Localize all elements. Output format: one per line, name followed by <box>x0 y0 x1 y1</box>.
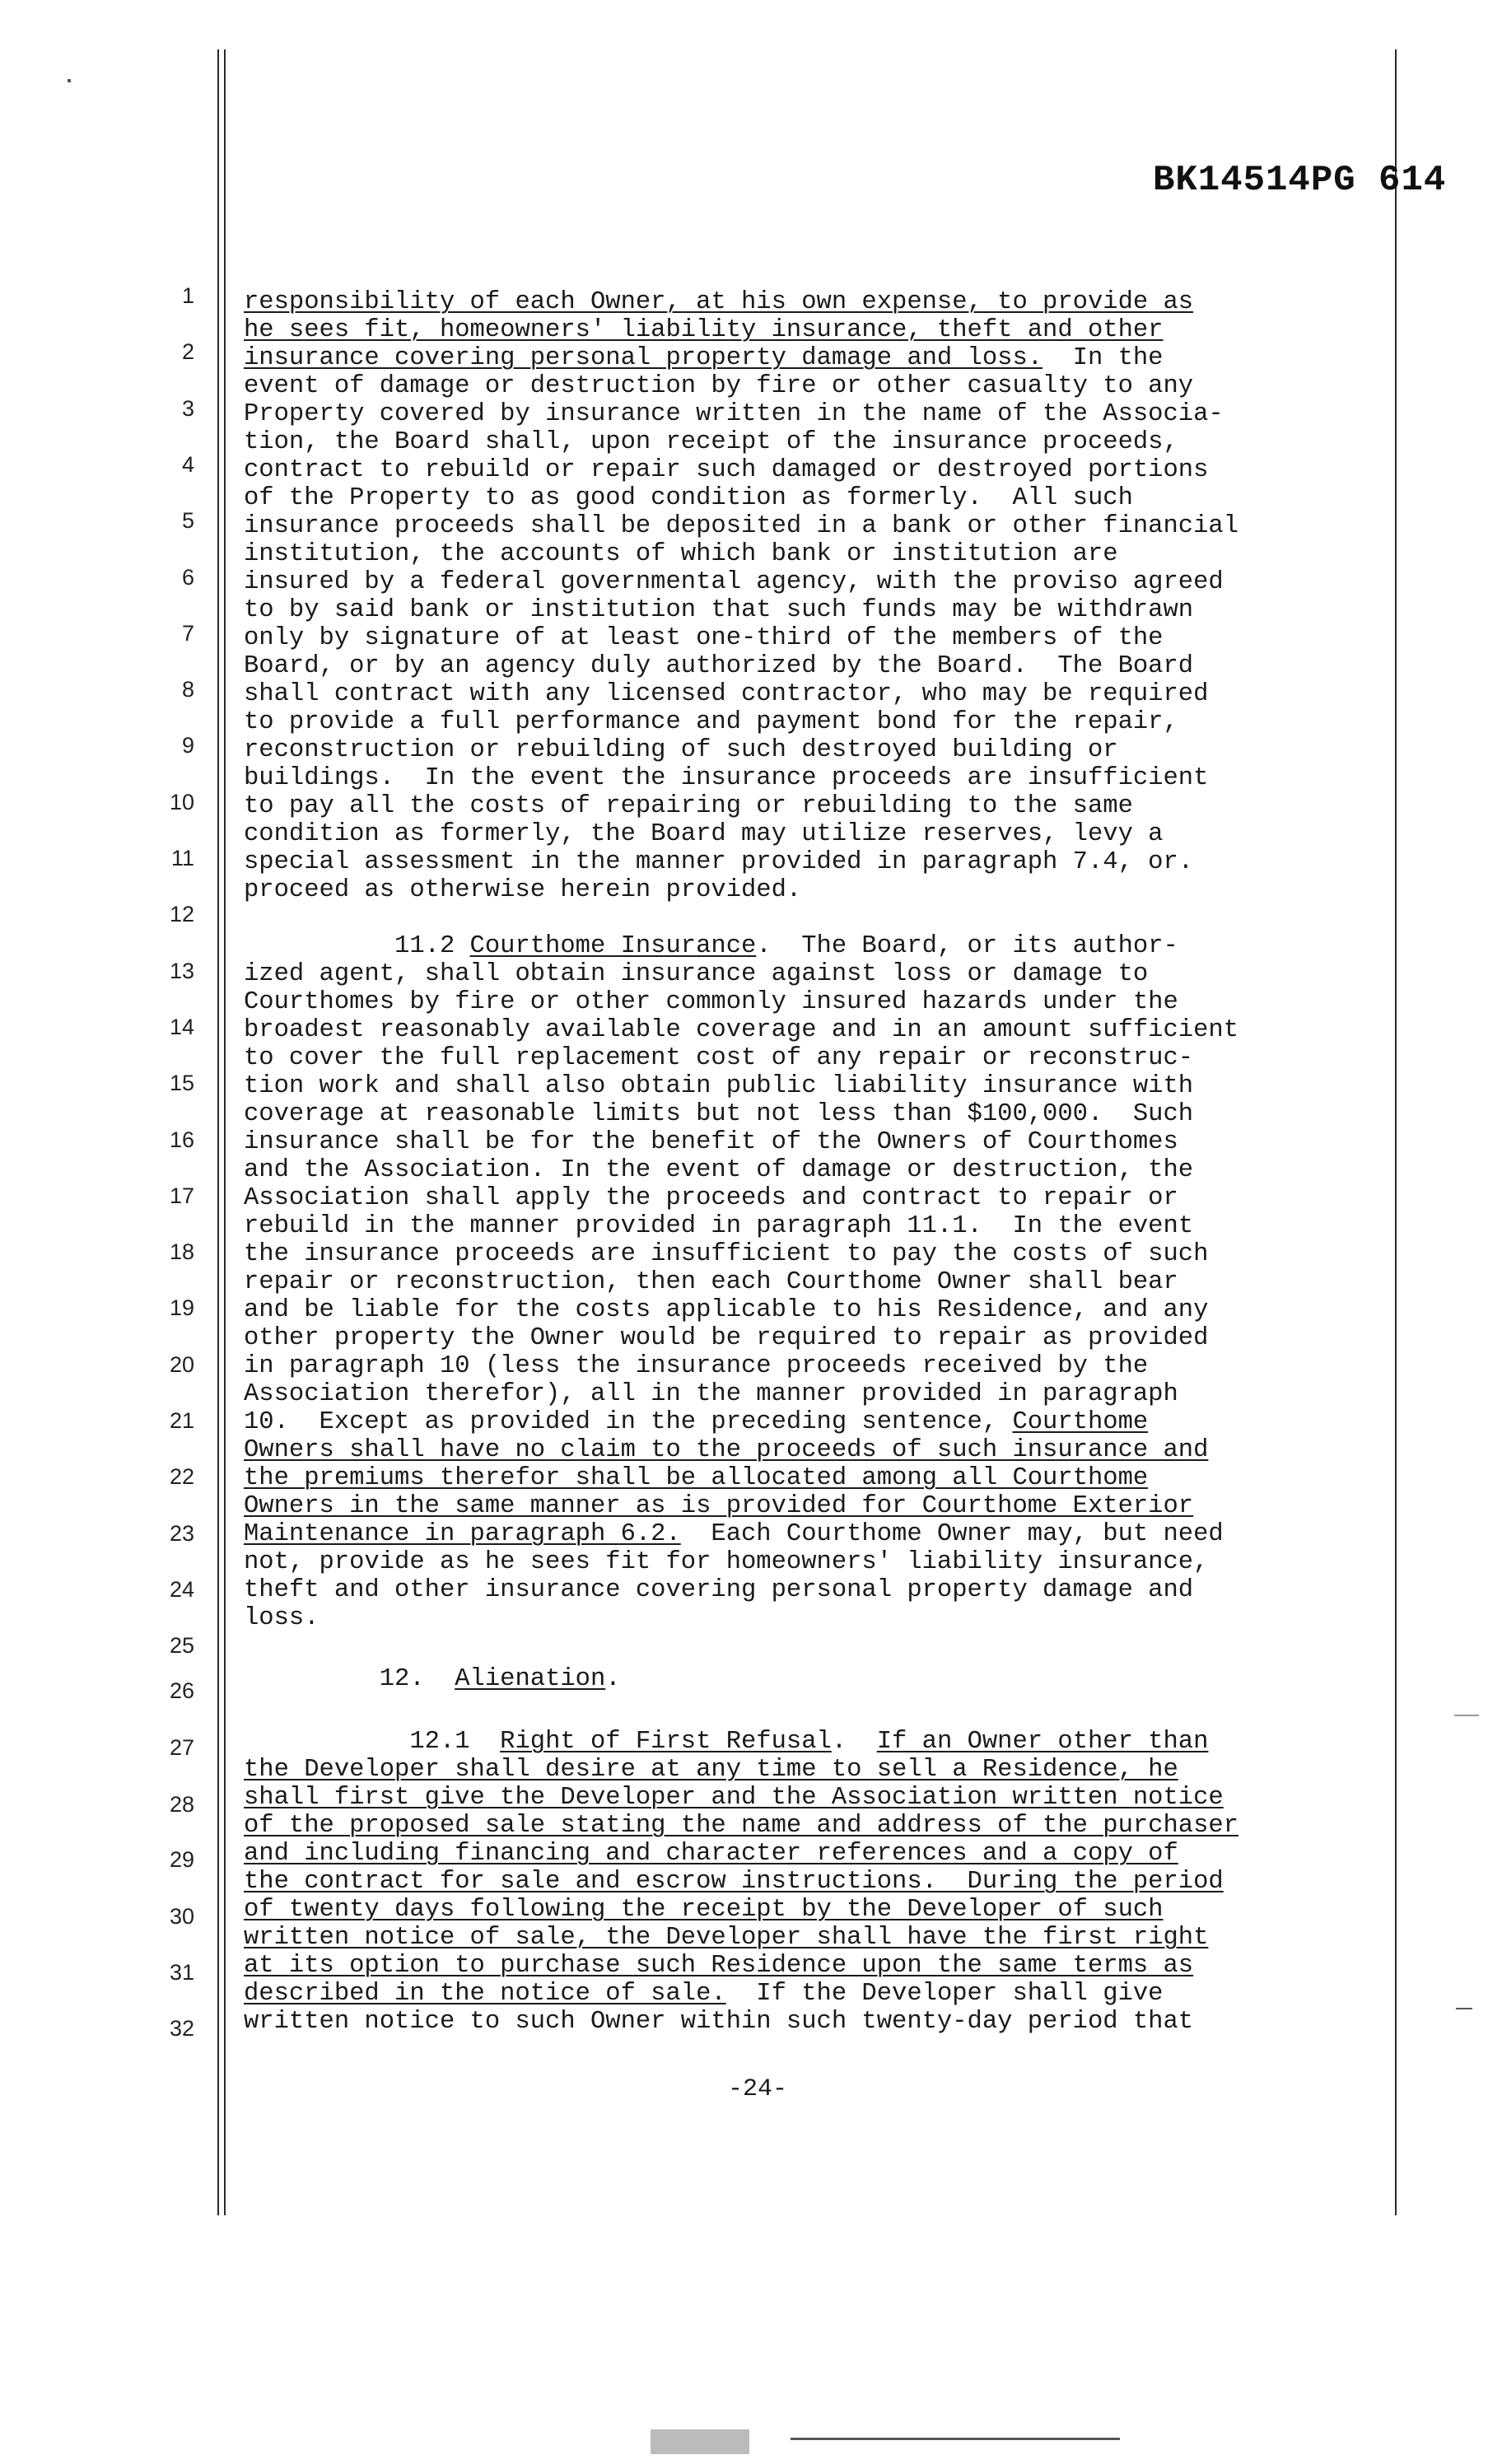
line-number: 9 <box>181 733 194 758</box>
text-line: buildings. In the event the insurance proceeds are insufficient <box>244 764 1209 792</box>
page-number: -24- <box>728 2075 788 2103</box>
text-line: in paragraph 10 (less the insurance proceeds received by the <box>244 1352 1149 1380</box>
text-line: Association therefor), all in the manner provided in paragraph <box>244 1380 1178 1408</box>
text-line: repair or reconstruction, then each Courthome Owner shall bear <box>244 1268 1178 1296</box>
text-fragment: In the <box>1043 344 1164 372</box>
text-line: at its option to purchase such Residence upon the same terms as <box>244 1952 1194 1980</box>
text-line: the premiums therefor shall be allocated among all Courthome <box>244 1464 1149 1492</box>
text-line: insurance proceeds shall be deposited in a bank or other financial <box>244 512 1238 540</box>
text-line: of the proposed sale stating the name and address of the purchaser <box>244 1812 1238 1840</box>
line-number: 20 <box>169 1352 194 1377</box>
text-line: insured by a federal governmental agency, with the proviso agreed <box>244 568 1224 596</box>
scan-mark <box>1456 2008 1472 2009</box>
line-number: 10 <box>169 790 194 814</box>
line-number: 16 <box>169 1127 194 1152</box>
section-12-heading <box>244 1665 621 1693</box>
line-number: 4 <box>181 452 194 477</box>
line-number: 24 <box>169 1577 194 1602</box>
text-line <box>244 1408 1148 1436</box>
line-number: 22 <box>169 1464 194 1489</box>
line-number: 6 <box>181 565 194 590</box>
line-number: 5 <box>181 508 194 533</box>
left-margin-rule-inner <box>224 49 226 2215</box>
right-margin-rule <box>1395 49 1397 2215</box>
text-line: and including financing and character references and a copy of <box>244 1840 1178 1868</box>
text-line: to pay all the costs of repairing or rebuilding to the same <box>244 792 1133 820</box>
text-line: broadest reasonably available coverage and in an amount sufficient <box>244 1016 1238 1044</box>
text-line: and be liable for the costs applicable to his Residence, and any <box>244 1296 1209 1324</box>
line-number: 30 <box>169 1904 194 1929</box>
text-line: of twenty days following the receipt by the Developer of such <box>244 1896 1164 1924</box>
section-number: 12. <box>244 1665 455 1693</box>
underlined-text: insurance covering personal property damage and loss. <box>244 344 1043 372</box>
line-number: 8 <box>181 677 194 702</box>
underlined-text: Courthome <box>1012 1408 1149 1436</box>
text-line <box>244 344 1164 372</box>
text-line: loss. <box>244 1604 320 1632</box>
scan-mark <box>791 2438 1120 2440</box>
text-line: theft and other insurance covering personal property damage and <box>244 1576 1194 1604</box>
text-line: tion work and shall also obtain public liability insurance with <box>244 1072 1194 1100</box>
text-line: responsibility of each Owner, at his own expense, to provide as <box>244 288 1194 316</box>
text-line: the insurance proceeds are insufficient to pay the costs of such <box>244 1240 1209 1268</box>
section-title: Alienation <box>455 1665 606 1693</box>
scan-mark <box>68 79 71 82</box>
text-line: written notice of sale, the Developer shall have the first right <box>244 1924 1209 1952</box>
line-number: 11 <box>170 846 194 870</box>
text-line: other property the Owner would be required to repair as provided <box>244 1324 1209 1352</box>
section-12-1-heading-line <box>244 1728 1208 1756</box>
line-number: 14 <box>169 1015 194 1039</box>
text-line: Owners shall have no claim to the proceeds of such insurance and <box>244 1436 1209 1464</box>
underlined-text: described in the notice of sale. <box>244 1980 726 2008</box>
text-line: shall first give the Developer and the Association written notice <box>244 1784 1224 1812</box>
section-number: 11.2 <box>244 932 470 960</box>
text-line: Association shall apply the proceeds and contract to repair or <box>244 1184 1178 1212</box>
text-fragment: 10. Except as provided in the preceding sentence, <box>244 1408 1013 1436</box>
line-number: 23 <box>169 1521 194 1546</box>
section-number: 12.1 <box>244 1728 501 1756</box>
line-number: 19 <box>169 1295 194 1320</box>
text-line: proceed as otherwise herein provided. <box>244 876 802 904</box>
text-line: contract to rebuild or repair such damaged or destroyed portions <box>244 456 1209 484</box>
text-line: reconstruction or rebuilding of such destroyed building or <box>244 736 1118 764</box>
text-line: the contract for sale and escrow instructions. During the period <box>244 1868 1224 1896</box>
line-number: 15 <box>169 1071 194 1095</box>
section-title: Right of First Refusal <box>500 1728 832 1756</box>
text-line: rebuild in the manner provided in paragraph 11.1. In the event <box>244 1212 1194 1240</box>
text-line: institution, the accounts of which bank or institution are <box>244 540 1118 568</box>
text-fragment: . <box>831 1728 877 1756</box>
text-line: to by said bank or institution that such funds may be withdrawn <box>244 596 1194 624</box>
text-fragment: . The Board, or its author- <box>756 932 1178 960</box>
left-margin-rule <box>217 49 219 2215</box>
text-line <box>244 1520 1224 1548</box>
book-page-stamp: BK14514PG 614 <box>1153 160 1447 201</box>
text-line: Property covered by insurance written in the name of the Associa- <box>244 400 1224 428</box>
line-number: 25 <box>169 1633 194 1658</box>
line-number: 18 <box>169 1239 194 1264</box>
section-title: Courthome Insurance <box>469 932 757 960</box>
text-fragment: . <box>605 1665 621 1693</box>
text-line: to cover the full replacement cost of any repair or reconstruc- <box>244 1044 1194 1072</box>
text-line: Owners in the same manner as is provided for Courthome Exterior <box>244 1492 1194 1520</box>
line-number: 31 <box>169 1960 194 1985</box>
text-line: shall contract with any licensed contractor, who may be required <box>244 680 1209 708</box>
text-line: he sees fit, homeowners' liability insurance, theft and other <box>244 316 1164 344</box>
text-line: written notice to such Owner within such twenty-day period that <box>244 2008 1194 2036</box>
scan-mark <box>651 2429 749 2454</box>
text-line: only by signature of at least one-third of the members of the <box>244 624 1164 652</box>
text-line: to provide a full performance and payment bond for the repair, <box>244 708 1178 736</box>
line-number: 3 <box>181 396 194 421</box>
text-line: Board, or by an agency duly authorized by the Board. The Board <box>244 652 1194 680</box>
line-number: 17 <box>169 1183 194 1208</box>
text-line: condition as formerly, the Board may utilize reserves, levy a <box>244 820 1164 848</box>
line-number: 27 <box>169 1735 194 1760</box>
scan-mark <box>1454 1715 1479 1716</box>
line-number: 21 <box>169 1408 194 1433</box>
underlined-text: Maintenance in paragraph 6.2. <box>244 1520 681 1548</box>
text-line: and the Association. In the event of damage or destruction, the <box>244 1156 1194 1184</box>
text-line <box>244 1980 1164 2008</box>
text-line: special assessment in the manner provided in paragraph 7.4, or. <box>244 848 1194 876</box>
section-11-2-heading-line <box>244 932 1178 960</box>
line-number: 12 <box>169 902 194 926</box>
text-line: insurance shall be for the benefit of the Owners of Courthomes <box>244 1128 1178 1156</box>
line-number: 29 <box>169 1847 194 1872</box>
underlined-text: If an Owner other than <box>876 1728 1209 1756</box>
line-number: 32 <box>169 2016 194 2041</box>
text-line: tion, the Board shall, upon receipt of the insurance proceeds, <box>244 428 1178 456</box>
text-fragment: If the Developer shall give <box>725 1980 1164 2008</box>
text-line: event of damage or destruction by fire or other casualty to any <box>244 372 1194 400</box>
text-line: coverage at reasonable limits but not less than $100,000. Such <box>244 1100 1194 1128</box>
text-line: Courthomes by fire or other commonly insured hazards under the <box>244 988 1178 1016</box>
line-number: 1 <box>181 283 194 308</box>
text-line: of the Property to as good condition as formerly. All such <box>244 484 1133 512</box>
line-number: 28 <box>169 1792 194 1817</box>
text-line: ized agent, shall obtain insurance against loss or damage to <box>244 960 1149 988</box>
text-line: the Developer shall desire at any time to sell a Residence, he <box>244 1756 1178 1784</box>
text-line: not, provide as he sees fit for homeowners' liability insurance, <box>244 1548 1209 1576</box>
line-number: 26 <box>169 1678 194 1703</box>
line-number: 7 <box>181 621 194 646</box>
line-number: 13 <box>169 959 194 983</box>
text-fragment: Each Courthome Owner may, but need <box>680 1520 1224 1548</box>
line-number: 2 <box>181 339 194 364</box>
